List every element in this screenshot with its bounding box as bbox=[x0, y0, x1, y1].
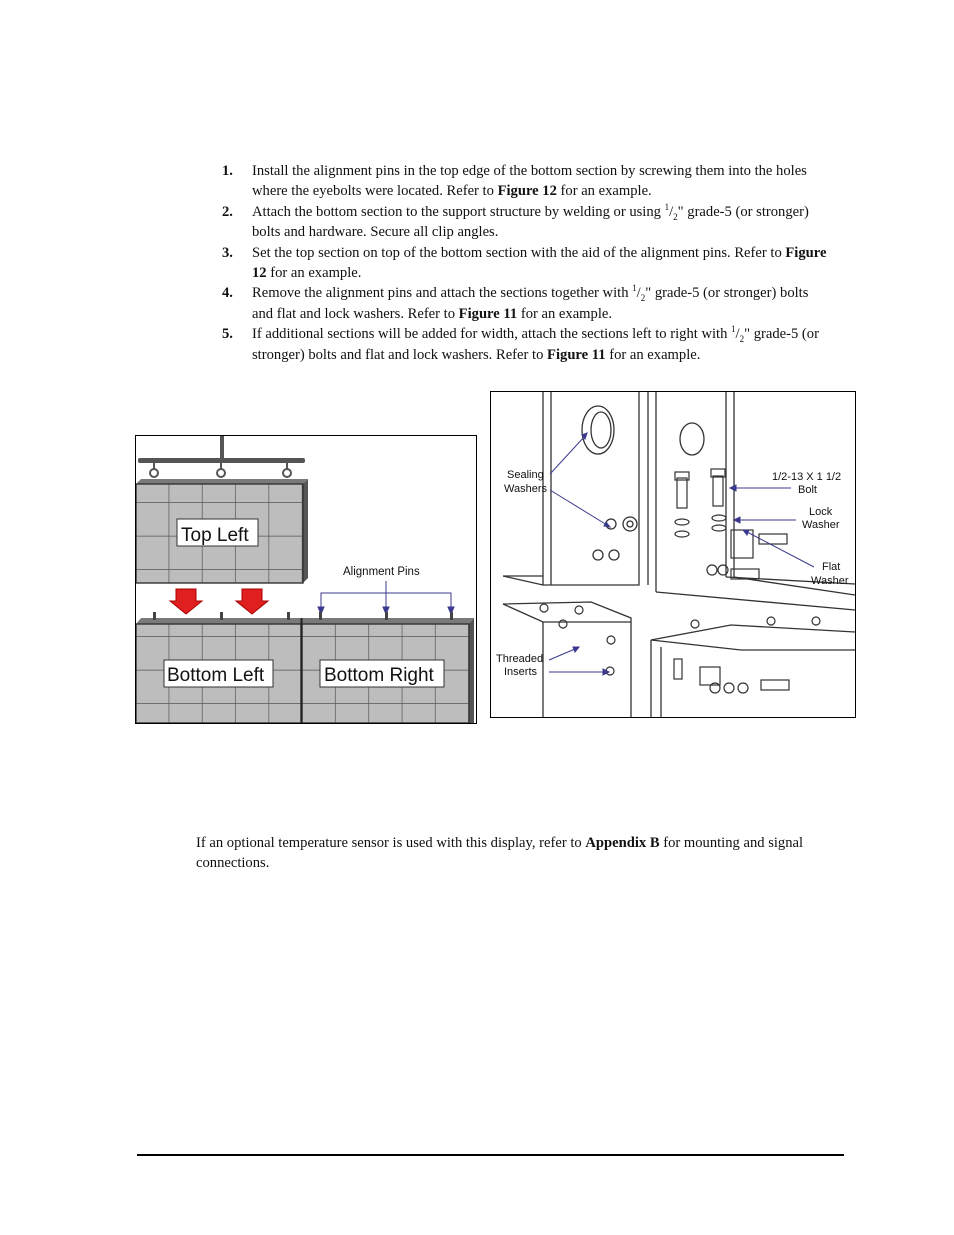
step-text: " grade-5 (or stronger) bolts and hardware. Secure all clip angles. bbox=[252, 203, 809, 241]
sealing-label-1: Sealing bbox=[507, 469, 544, 481]
step-text: Remove the alignment pins and attach the sections together with bbox=[252, 285, 633, 302]
step-text: Set the top section on top of the bottom section with the aid of the alignment pins. Refer to bbox=[252, 244, 786, 261]
step-number: 4. bbox=[222, 285, 233, 302]
bolt-label: Bolt bbox=[798, 484, 817, 496]
note-text: If an optional temperature sensor is used with this display, refer to bbox=[196, 834, 586, 851]
step-text: " grade-5 (or stronger) bolts and flat and lock washers. Refer to bbox=[252, 285, 809, 322]
step-text: Attach the bottom section to the support structure by welding or using bbox=[252, 203, 665, 220]
installation-steps bbox=[222, 161, 832, 365]
figure-reference: Figure 12 bbox=[497, 183, 557, 200]
downward-arrow-icon bbox=[236, 589, 268, 614]
appendix-reference: Appendix B bbox=[585, 834, 660, 851]
step-number: 1. bbox=[222, 163, 233, 179]
threaded-label-1: Threaded bbox=[496, 653, 544, 665]
step-text: for an example. bbox=[266, 265, 362, 282]
temperature-sensor-note bbox=[196, 833, 856, 874]
lock-label-2: Washer bbox=[802, 519, 840, 531]
bottom-right-label: Bottom Right bbox=[324, 665, 434, 686]
sealing-label-2: Washers bbox=[504, 483, 547, 495]
figure-reference: Figure 11 bbox=[547, 346, 606, 363]
step-text: for an example. bbox=[605, 346, 701, 363]
step-number: 2. bbox=[222, 203, 233, 220]
half-fraction: $^1/_2$ bbox=[664, 201, 678, 222]
half-fraction: $^1/_2$ bbox=[632, 283, 646, 304]
lifting-bar bbox=[138, 436, 305, 477]
alignment-pins-label: Alignment Pins bbox=[343, 566, 420, 578]
step-number: 5. bbox=[222, 326, 233, 343]
note-text: for mounting and signal connections. bbox=[196, 834, 804, 871]
step-2 bbox=[222, 202, 832, 243]
step-text: Install the alignment pins in the top edge of the bottom section by screwing them into the holes where the eyebolts were located. Refer to bbox=[252, 163, 807, 200]
step-number: 3. bbox=[222, 244, 233, 261]
hardware-detail-drawing bbox=[491, 392, 855, 717]
section-alignment-figure bbox=[135, 435, 477, 724]
downward-arrow-icon bbox=[170, 589, 202, 614]
footer-divider bbox=[137, 1154, 844, 1156]
step-text: " grade-5 (or stronger) bolts and flat and lock washers. Refer to bbox=[252, 326, 819, 363]
step-text: for an example. bbox=[556, 183, 652, 200]
section-alignment-drawing bbox=[136, 436, 476, 723]
step-text: If additional sections will be added for width, attach the sections left to right with bbox=[252, 326, 732, 343]
step-1 bbox=[222, 161, 832, 202]
cabinet-outlines bbox=[503, 392, 855, 717]
flat-label-2: Washer bbox=[811, 575, 849, 587]
step-4 bbox=[222, 283, 832, 324]
lock-label-1: Lock bbox=[809, 506, 833, 518]
step-5 bbox=[222, 324, 832, 365]
figure-reference: Figure 12 bbox=[252, 244, 827, 282]
flat-label-1: Flat bbox=[822, 561, 841, 573]
bolt-drawing bbox=[540, 469, 820, 693]
hardware-detail-figure bbox=[490, 391, 856, 718]
bottom-left-label: Bottom Left bbox=[167, 665, 265, 686]
bolt-size-label: 1/2-13 X 1 1/2 bbox=[772, 471, 842, 483]
threaded-label-2: Inserts bbox=[504, 666, 538, 678]
alignment-pins-leaders bbox=[318, 581, 454, 614]
step-3 bbox=[222, 243, 832, 284]
figure-reference: Figure 11 bbox=[458, 305, 518, 322]
step-text: for an example. bbox=[517, 305, 613, 322]
top-left-label: Top Left bbox=[181, 525, 249, 546]
half-fraction: $^1/_2$ bbox=[731, 324, 745, 345]
callout-leaders bbox=[549, 433, 814, 675]
